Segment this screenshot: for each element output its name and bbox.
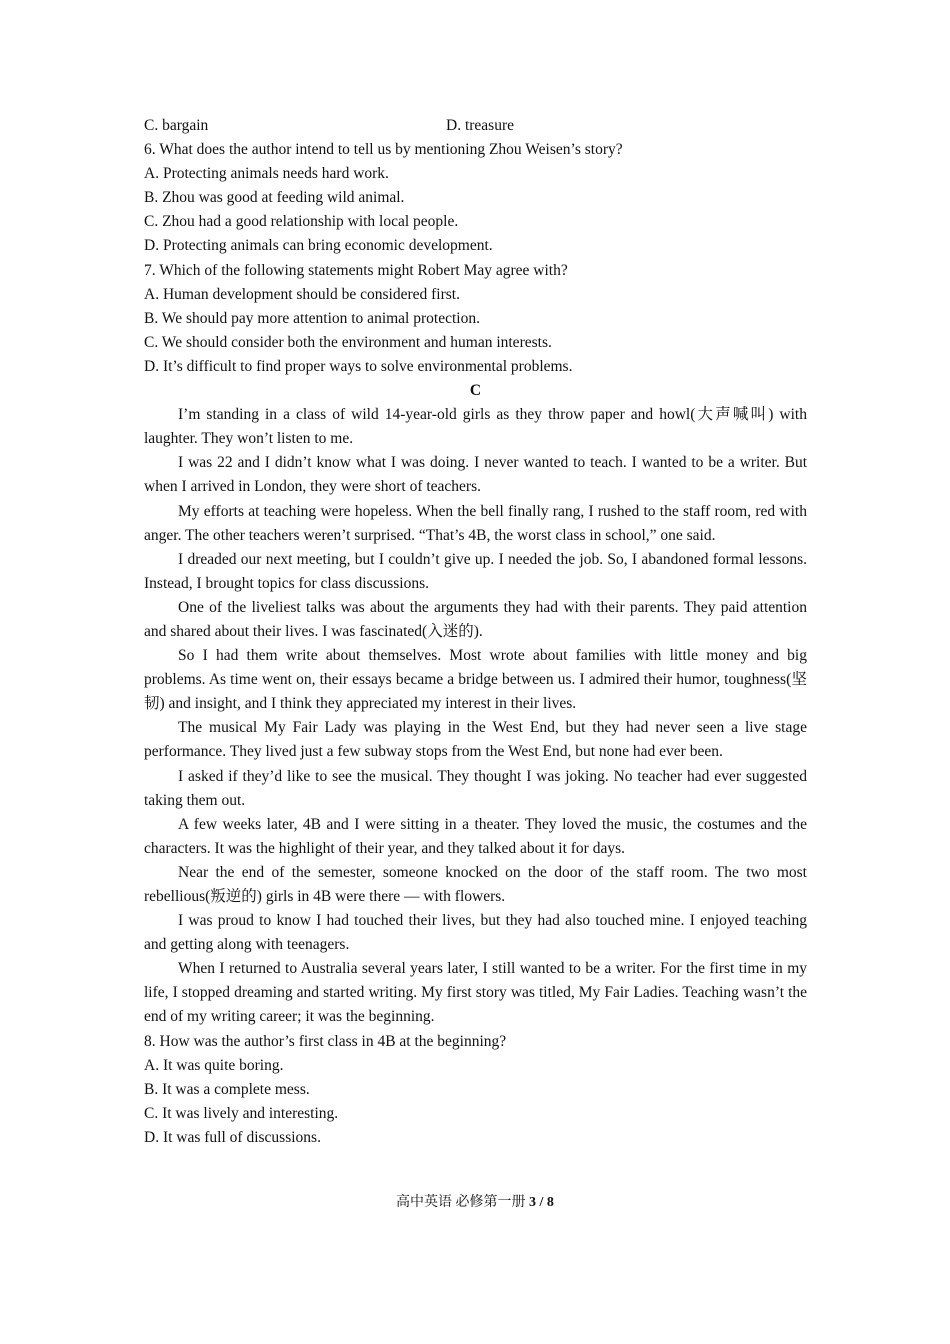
q6-option-b: B. Zhou was good at feeding wild animal. (144, 189, 405, 207)
passage-paragraph: I was proud to know I had touched their lives, but they had also touched mine. I enjoyed teaching and getting along with teenagers. (144, 912, 807, 954)
passage-paragraph: I dreaded our next meeting, but I couldn’t give up. I needed the job. So, I abandoned formal lessons. Instead, I brought topics for class discussions. (144, 550, 807, 592)
passage-paragraph: When I returned to Australia several years later, I still wanted to be a writer. For the first time in my life, I stopped dreaming and started writing. My first story was titled, My Fair Ladies. Teaching wasn’t the end of my writing career; it was the beginning. (144, 960, 807, 1026)
section-title: C (469, 382, 482, 400)
passage-paragraph: The musical My Fair Lady was playing in the West End, but they had never seen a live stage performance. They lived just a few subway stops from the West End, but none had ever been. (144, 719, 807, 761)
passage-paragraph: My efforts at teaching were hopeless. When the bell finally rang, I rushed to the staff room, red with anger. The other teachers weren’t surprised. “That’s 4B, the worst class in school,” one said. (144, 502, 807, 544)
option-c: C. bargain (144, 117, 209, 134)
q6-option-a: A. Protecting animals needs hard work. (144, 165, 389, 183)
passage-paragraph: So I had them write about themselves. Most wrote about families with little money and big problems. As time went on, their essays became a bridge between us. I admired their humor, toughness(坚韧) and insight, and I think they appreciated my interest in their lives. (144, 647, 807, 713)
q8-option-a: A. It was quite boring. (144, 1056, 284, 1074)
q8-option-c: C. It was lively and interesting. (144, 1104, 339, 1122)
option-d: D. treasure (446, 117, 514, 134)
passage-paragraph: I’m standing in a class of wild 14-year-old girls as they throw paper and howl(大声喊叫) with laughter. They won’t listen to me. (144, 406, 807, 448)
page-content (144, 114, 807, 1150)
q5-options (144, 114, 807, 138)
passage-paragraph: Near the end of the semester, someone knocked on the door of the staff room. The two most rebellious(叛逆的) girls in 4B were there — with flowers. (144, 863, 807, 905)
page-footer (0, 1191, 950, 1211)
question-6: 6. What does the author intend to tell us by mentioning Zhou Weisen’s story? (144, 141, 623, 159)
q6-option-c: C. Zhou had a good relationship with local people. (144, 213, 459, 231)
q7-option-c: C. We should consider both the environment and human interests. (144, 333, 552, 351)
page-number: 3 / 8 (529, 1195, 554, 1210)
q6-option-d: D. Protecting animals can bring economic development. (144, 237, 493, 255)
q7-option-b: B. We should pay more attention to animal protection. (144, 309, 480, 327)
footer-label: 高中英语 必修第一册 (396, 1195, 526, 1210)
q8-option-b: B. It was a complete mess. (144, 1080, 310, 1098)
q7-option-d: D. It’s difficult to find proper ways to solve environmental problems. (144, 357, 573, 375)
question-7: 7. Which of the following statements might Robert May agree with? (144, 261, 568, 279)
passage-paragraph: I asked if they’d like to see the musical. They thought I was joking. No teacher had ever suggested taking them out. (144, 767, 807, 809)
q8-option-d: D. It was full of discussions. (144, 1128, 321, 1146)
passage-paragraph: I was 22 and I didn’t know what I was doing. I never wanted to teach. I wanted to be a writer. But when I arrived in London, they were short of teachers. (144, 454, 807, 496)
passage-paragraph: A few weeks later, 4B and I were sitting in a theater. They loved the music, the costumes and the characters. It was the highlight of their year, and they talked about it for days. (144, 815, 807, 857)
q7-option-a: A. Human development should be considered first. (144, 285, 460, 303)
question-8: 8. How was the author’s first class in 4B at the beginning? (144, 1032, 507, 1050)
passage-paragraph: One of the liveliest talks was about the arguments they had with their parents. They paid attention and shared about their lives. I was fascinated(入迷的). (144, 598, 807, 640)
